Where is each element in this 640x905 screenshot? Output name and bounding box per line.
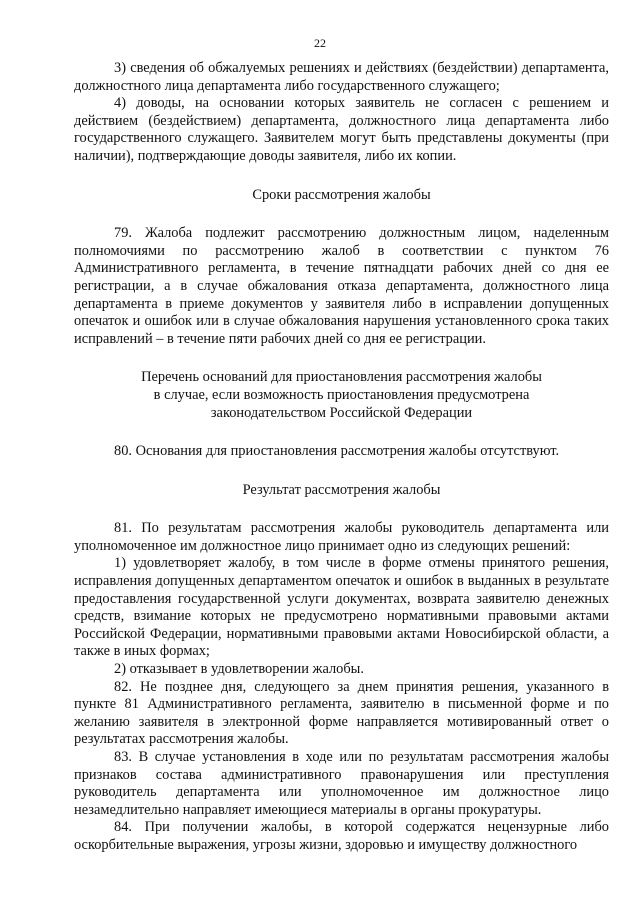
heading-suspension-line-3: законодательством Российской Федерации: [210, 404, 473, 421]
paragraph-84: 84. При получении жалобы, в которой содержатся нецензурные либо оскорбительные выражения, угрозы жизни, здоровью и имуществу должностного: [74, 819, 609, 853]
paragraph-81-item-1: 1) удовлетворяет жалобу, в том числе в форме отмены принятого решения, исправления допущенных департаментом опечаток и ошибок в выданных в результате предоставления государственной услуги документах, возврата заявителю денежных средств, взимание которых не предусмотрено нормативными правовыми актами Российской Федерации, нормативными правовыми актами Новосибирской области, а также в иных формах;: [74, 555, 609, 660]
paragraph-79: 79. Жалоба подлежит рассмотрению должностным лицом, наделенным полномочиями по рассмотрению жалоб в соответствии с пунктом 76 Административного регламента, в течение пятнадцати рабочих дней со дня ее регистрации, а в случае обжалования отказа департамента, должностного лица департамента в приеме документов у заявителя либо в исправлении допущенных опечаток и ошибок или в случае обжалования нарушения установленного срока таких исправлений – в течение пяти рабочих дней со дня ее регистрации.: [74, 225, 609, 347]
heading-suspension-line-1: Перечень оснований для приостановления рассмотрения жалобы: [141, 369, 542, 386]
paragraph-80: 80. Основания для приостановления рассмотрения жалобы отсутствуют.: [114, 443, 560, 460]
paragraph-83: 83. В случае установления в ходе или по результатам рассмотрения жалобы признаков состава административного правонарушения или преступления руководитель департамента или уполномоченное им должностное лицо незамедлительно направляет имеющиеся материалы в органы прокуратуры.: [74, 749, 609, 818]
heading-review-terms: Сроки рассмотрения жалобы: [252, 186, 431, 203]
paragraph-item-3: 3) сведения об обжалуемых решениях и действиях (бездействии) департамента, должностного лица департамента либо государственного служащего;: [74, 60, 609, 94]
paragraph-82: 82. Не позднее дня, следующего за днем принятия решения, указанного в пункте 81 Административного регламента, заявителю в письменной форме и по желанию заявителя в электронной форме направляется мотивированный ответ о результатах рассмотрения жалобы.: [74, 678, 609, 748]
heading-suspension-line-2: в случае, если возможность приостановления предусмотрена: [153, 386, 530, 403]
heading-suspension-grounds: [74, 369, 609, 422]
heading-review-result: Результат рассмотрения жалобы: [242, 481, 441, 498]
document-body: [74, 60, 609, 855]
paragraph-81-item-2: 2) отказывает в удовлетворении жалобы.: [114, 661, 364, 678]
page-number: 22: [314, 36, 326, 50]
paragraph-81: 81. По результатам рассмотрения жалобы руководитель департамента или уполномоченное им должностное лицо принимает одно из следующих решений:: [74, 520, 609, 554]
paragraph-item-4: 4) доводы, на основании которых заявитель не согласен с решением и действием (бездействием) департамента, должностного лица департамента либо государственного служащего. Заявителем могут быть представлены документы (при наличии), подтверждающие доводы заявителя, либо их копии.: [74, 95, 609, 164]
